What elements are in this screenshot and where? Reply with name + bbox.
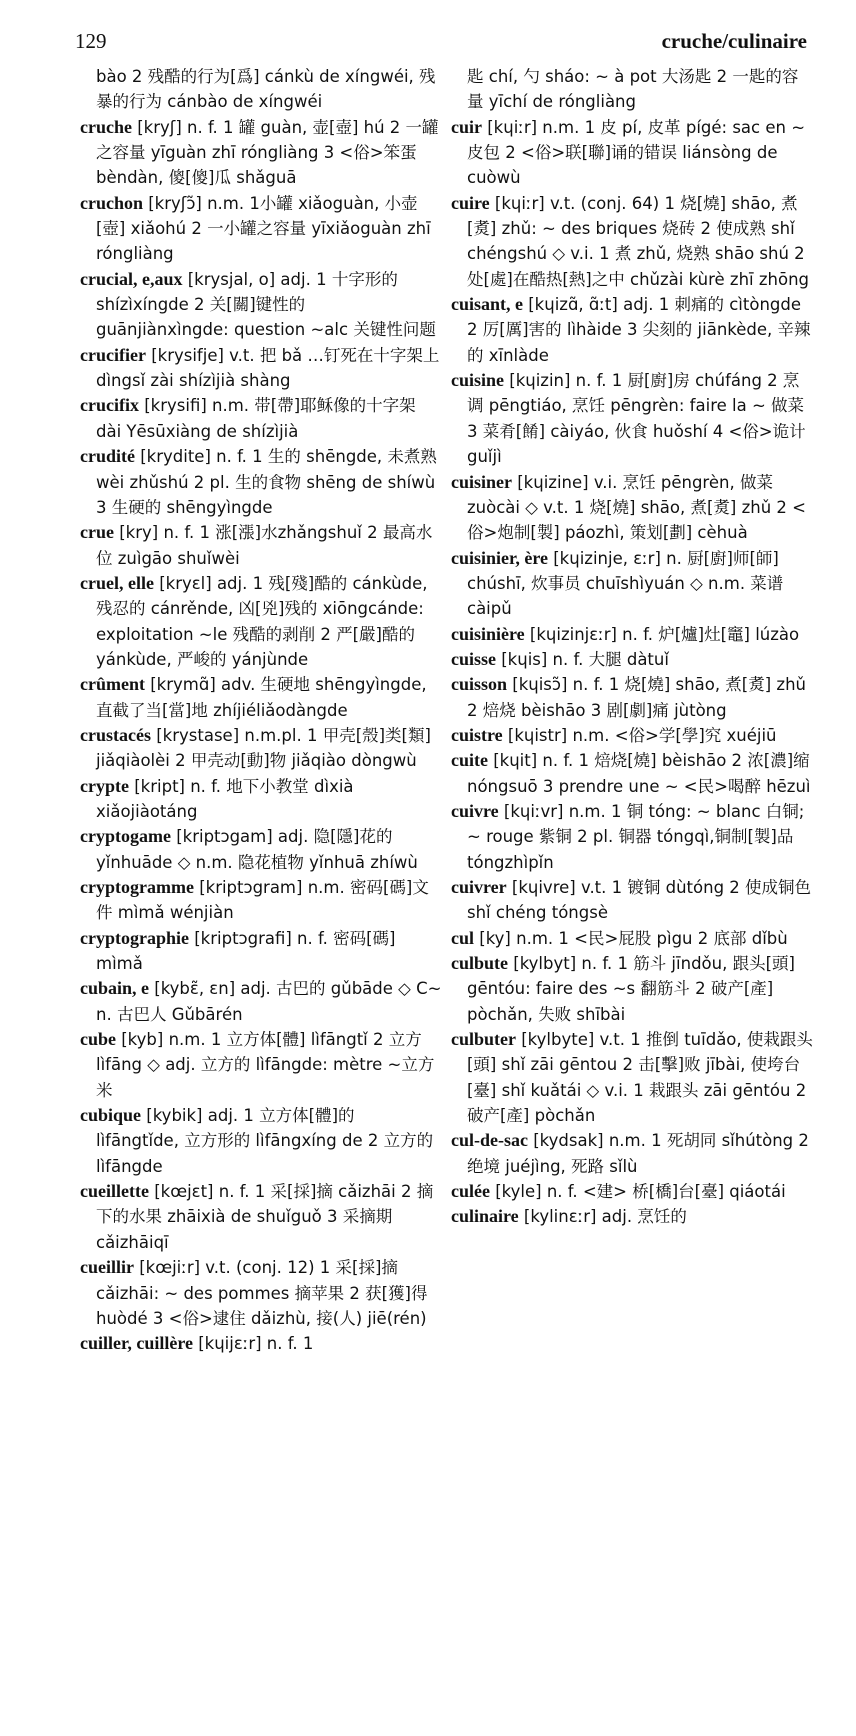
dictionary-entry [80, 976, 442, 1027]
headword: crue [80, 522, 114, 543]
headword: cuisinier, ère [451, 547, 548, 568]
entry-definition: [krysifje] v.t. 把 bǎ …钉死在十字架上 dìngsǐ zài shízìjià shàng [96, 345, 440, 391]
headword: culée [451, 1181, 490, 1202]
headword: cuisiner [451, 471, 512, 492]
dictionary-entry [451, 1179, 813, 1204]
dictionary-entry [451, 470, 813, 546]
dictionary-entry [451, 115, 813, 191]
entry-definition: [kɥiːr] n.m. 1 皮 pí, 皮革 pígé: sac en ~ 皮包 2 <俗>联[聯]诵的错误 liánsòng de cuòwù [467, 117, 806, 188]
headword: cruchon [80, 192, 143, 213]
entry-definition: [kylbyte] v.t. 1 推倒 tuīdǎo, 使栽跟头[頭] shǐ zāi gēntou 2 击[擊]败 jībài, 使垮台[臺] shǐ kuǎtái ◇ v.i. 1 栽跟头 zāi gēntóu 2 破产[產] pòchǎn [467, 1030, 813, 1126]
dictionary-entry [80, 824, 442, 875]
headword: crudité [80, 446, 135, 467]
dictionary-entry [451, 723, 813, 748]
entry-definition: [kybik] adj. 1 立方体[體]的 lìfāngtǐde, 立方形的 lìfāngxíng de 2 立方的 lìfāngde [96, 1106, 434, 1176]
entry-definition: [kɥijɛːr] n. f. 1 [192, 1334, 314, 1354]
entry-definition: 匙 chí, 勺 sháo: ~ à pot 大汤匙 2 一匙的容量 yīchí de róngliàng [467, 67, 799, 112]
entry-definition: [kɥizɑ̃, ɑ̃ːt] adj. 1 刺痛的 cìtòngde 2 厉[厲]害的 lìhàide 3 尖刻的 jiānkède, 辛辣的 xīnlàde [467, 295, 811, 365]
entry-definition: [kɥiːvr] n.m. 1 铜 tóng: ~ blanc 白铜; ~ rouge 紫铜 2 pl. 铜器 tóngqì,铜制[製]品 tóngzhìpǐn [467, 801, 805, 872]
dictionary-entry [451, 292, 813, 368]
entry-definition: [kylinɛːr] adj. 烹饪的 [518, 1207, 687, 1227]
page-number: 129 [75, 29, 107, 53]
headword: cuire [451, 192, 490, 213]
entry-definition: [kriptɔgram] n.m. 密码[碼]文件 mìmǎ wénjiàn [96, 878, 429, 923]
headword: cul [451, 927, 475, 948]
entry-definition: [kryʃɔ̃] n.m. 1小罐 xiǎoguàn, 小壶[壺] xiǎohú 2 一小罐之容量 yīxiǎoguàn zhī róngliàng [96, 193, 431, 264]
headword: culbuter [451, 1029, 516, 1050]
headword: crucial, e,aux [80, 268, 183, 289]
dictionary-entry [80, 723, 442, 774]
page-header [75, 20, 807, 54]
dictionary-entry [80, 926, 442, 977]
dictionary-entry [451, 191, 813, 292]
entry-definition: [ky] n.m. 1 <民>屁股 pìgu 2 底部 dǐbù [474, 928, 788, 948]
entry-definition: [kryʃ] n. f. 1 罐 guàn, 壶[壺] hú 2 一罐之容量 yīguàn zhī róngliàng 3 <俗>笨蛋 bèndàn, 傻[傻]瓜 shǎguā [96, 117, 439, 188]
dictionary-entry [451, 368, 813, 469]
entry-definition: [kɥisɔ̃] n. f. 1 烧[燒] shāo, 煮[煑] zhǔ 2 焙烧 bèishāo 3 剧[劇]痛 jùtòng [467, 675, 807, 720]
entry-definition: [kript] n. f. 地下小教堂 dìxià xiǎojiàotáng [96, 776, 354, 821]
entry-definition: [krydite] n. f. 1 生的 shēngde, 未煮熟 wèi zhǔshú 2 pl. 生的食物 shēng de shíwù 3 生硬的 shēngyìngde [96, 447, 437, 517]
headword: cryptogame [80, 826, 171, 847]
dictionary-entry [451, 926, 813, 951]
entry-definition: [kɥizinjɛːr] n. f. 炉[爐]灶[竈] lúzào [524, 624, 800, 644]
headword: crucifier [80, 344, 146, 365]
dictionary-entry [80, 1331, 442, 1356]
headword: cuite [451, 750, 488, 771]
entry-definition: [kɥivre] v.t. 1 镀铜 dùtóng 2 使成铜色 shǐ chéng tóngsè [467, 878, 812, 923]
dictionary-entry [451, 799, 813, 875]
entry-definition: [kry] n. f. 1 涨[漲]水zhǎngshuǐ 2 最高水位 zuìgāo shuǐwèi [96, 523, 433, 568]
dictionary-entry [80, 672, 442, 723]
dictionary-entry [80, 1103, 442, 1179]
running-head: cruche/culinaire [661, 29, 807, 53]
headword: culbute [451, 953, 509, 974]
entry-definition: [kylbyt] n. f. 1 筋斗 jīndǒu, 跟头[頭] gēntóu: faire des ~s 翻筋斗 2 破产[產] pòchǎn, 失败 shībài [467, 954, 795, 1024]
dictionary-entry [451, 1128, 813, 1179]
headword: crucifix [80, 395, 139, 416]
dictionary-entry [451, 672, 813, 723]
entry-definition: [kɥis] n. f. 大腿 dàtuǐ [496, 649, 669, 669]
headword: cuiller, cuillère [80, 1333, 193, 1354]
dictionary-entry [80, 267, 442, 343]
dictionary-entry [451, 951, 813, 1027]
dictionary-entry [451, 875, 813, 926]
entry-definition: [kriptɔgrafi] n. f. 密码[碼] mìmǎ [96, 928, 396, 974]
dictionary-entry [80, 1255, 442, 1331]
dictionary-entry [80, 1027, 442, 1103]
dictionary-entry [451, 546, 813, 622]
dictionary-entry [80, 115, 442, 191]
entry-definition: [kɥizin] n. f. 1 厨[廚]房 chúfáng 2 烹调 pēngtiáo, 烹饪 pēngrèn: faire la ~ 做菜 3 菜肴[餚] càiyáo, 伙食 huǒshí 4 <俗>诡计 guǐjì [467, 371, 806, 467]
entry-definition: [kryɛl] adj. 1 残[殘]酷的 cánkùde, 残忍的 cánrěnde, 凶[兇]残的 xiōngcánde: exploitation ~le 残酷的剥削 2 严[嚴]酷的 yánkùde, 严峻的 yánjùnde [96, 573, 428, 669]
headword: cuivre [451, 800, 499, 821]
dictionary-entry [80, 774, 442, 825]
headword: cryptogramme [80, 877, 194, 897]
headword: cube [80, 1029, 116, 1050]
entry-definition: [krysifi] n.m. 带[帶]耶稣像的十字架 dài Yēsūxiàng de shízìjià [96, 396, 416, 441]
entry-definition: [kɥizinje, ɛːr] n. 厨[廚]师[師] chúshī, 炊事员 chuīshìyuán ◇ n.m. 菜谱 càipǔ [467, 548, 784, 619]
entry-definition: bào 2 残酷的行为[爲] cánkù de xíngwéi, 残暴的行为 cánbào de xíngwéi [96, 67, 436, 112]
dictionary-entry [80, 875, 442, 926]
entry-definition: [kɥiːr] v.t. (conj. 64) 1 烧[燒] shāo, 煮[煑] zhǔ: ~ des briques 烧砖 2 使成熟 shǐ chéngshú ◇ v.i. 1 煮 zhǔ, 烧熟 shāo shú 2 处[處]在酷热[熱]之中 chǔzài kùrè zhī zhōng [467, 193, 809, 289]
entry-definition: [kœjiːr] v.t. (conj. 12) 1 采[採]摘 cǎizhāi: ~ des pommes 摘苹果 2 获[獲]得 huòdé 3 <俗>逮住 dǎizhù, 接(人) jiē(rén) [96, 1258, 428, 1328]
dictionary-entry [451, 1204, 813, 1229]
headword: cuisant, e [451, 294, 523, 315]
headword: cruel, elle [80, 572, 154, 593]
dictionary-entry [451, 64, 813, 115]
headword: cuivrer [451, 877, 507, 897]
left-column [80, 64, 442, 1724]
entry-definition: [kɥizine] v.i. 烹饪 pēngrèn, 做菜 zuòcài ◇ v.t. 1 烧[燒] shāo, 煮[煑] zhǔ 2 <俗>炮制[製] páozhì, 策划[劃] cèhuà [467, 472, 806, 543]
headword: crûment [80, 674, 145, 695]
entry-definition: [kyb] n.m. 1 立方体[體] lìfāngtǐ 2 立方 lìfāng ◇ adj. 立方的 lìfāngde: mètre ~立方米 [96, 1030, 435, 1100]
headword: culinaire [451, 1206, 519, 1227]
right-column [451, 64, 813, 1724]
dictionary-entry [80, 343, 442, 394]
headword: cuisson [451, 674, 508, 695]
headword: cuir [451, 116, 482, 137]
entry-definition: [kyle] n. f. <建> 桥[橋]台[臺] qiáotái [489, 1182, 786, 1202]
dictionary-entry [80, 393, 442, 444]
dictionary-entry [80, 64, 442, 115]
entry-definition: [kybɛ̃, ɛn] adj. 古巴的 gǔbāde ◇ C~ n. 古巴人 Gǔbārén [96, 979, 442, 1024]
headword: cuisse [451, 648, 496, 669]
entry-definition: [kɥit] n. f. 1 焙烧[燒] bèishāo 2 浓[濃]缩 nóngsuō 3 prendre une ~ <民>喝醉 hēzuì [467, 751, 811, 796]
headword: crypte [80, 775, 129, 796]
headword: cueillette [80, 1181, 149, 1202]
dictionary-entry [80, 571, 442, 672]
entry-definition: [kɥistr] n.m. <俗>学[學]究 xuéjiū [502, 725, 777, 745]
dictionary-entry [451, 647, 813, 672]
entry-definition: [krysjal, o] adj. 1 十字形的 shízìxíngde 2 关[關]键性的 guānjiànxìngde: question ~alc 关键性问题 [96, 269, 436, 340]
headword: crustacés [80, 724, 151, 745]
headword: cubain, e [80, 978, 150, 999]
dictionary-entry [80, 191, 442, 267]
headword: cubique [80, 1105, 142, 1126]
headword: cuistre [451, 724, 503, 745]
dictionary-entry [80, 444, 442, 520]
headword: cruche [80, 116, 132, 137]
dictionary-entry [451, 748, 813, 799]
dictionary-entry [451, 1027, 813, 1128]
entry-definition: [krymɑ̃] adv. 生硬地 shēngyìngde, 直截了当[當]地 zhíjiéliǎodàngde [96, 675, 427, 720]
dictionary-entry [451, 622, 813, 647]
headword: cueillir [80, 1257, 134, 1278]
dictionary-entry [80, 1179, 442, 1255]
headword: cryptographie [80, 927, 189, 948]
headword: cuisine [451, 370, 505, 391]
entry-definition: [kœjɛt] n. f. 1 采[採]摘 cǎizhāi 2 摘下的水果 zhāixià de shuǐguǒ 3 采摘期 cǎizhāiqī [96, 1182, 434, 1252]
entry-definition: [kriptɔgam] adj. 隐[隱]花的 yǐnhuāde ◇ n.m. 隐花植物 yǐnhuā zhíwù [96, 827, 418, 872]
dictionary-entry [80, 520, 442, 571]
entry-definition: [kydsak] n.m. 1 死胡同 sǐhútòng 2 绝境 juéjìng, 死路 sǐlù [467, 1131, 809, 1176]
headword: cul-de-sac [451, 1130, 528, 1151]
headword: cuisinière [451, 623, 525, 644]
entry-definition: [krystase] n.m.pl. 1 甲壳[殼]类[類] jiǎqiàolèi 2 甲壳动[動]物 jiǎqiào dòngwù [96, 725, 431, 771]
